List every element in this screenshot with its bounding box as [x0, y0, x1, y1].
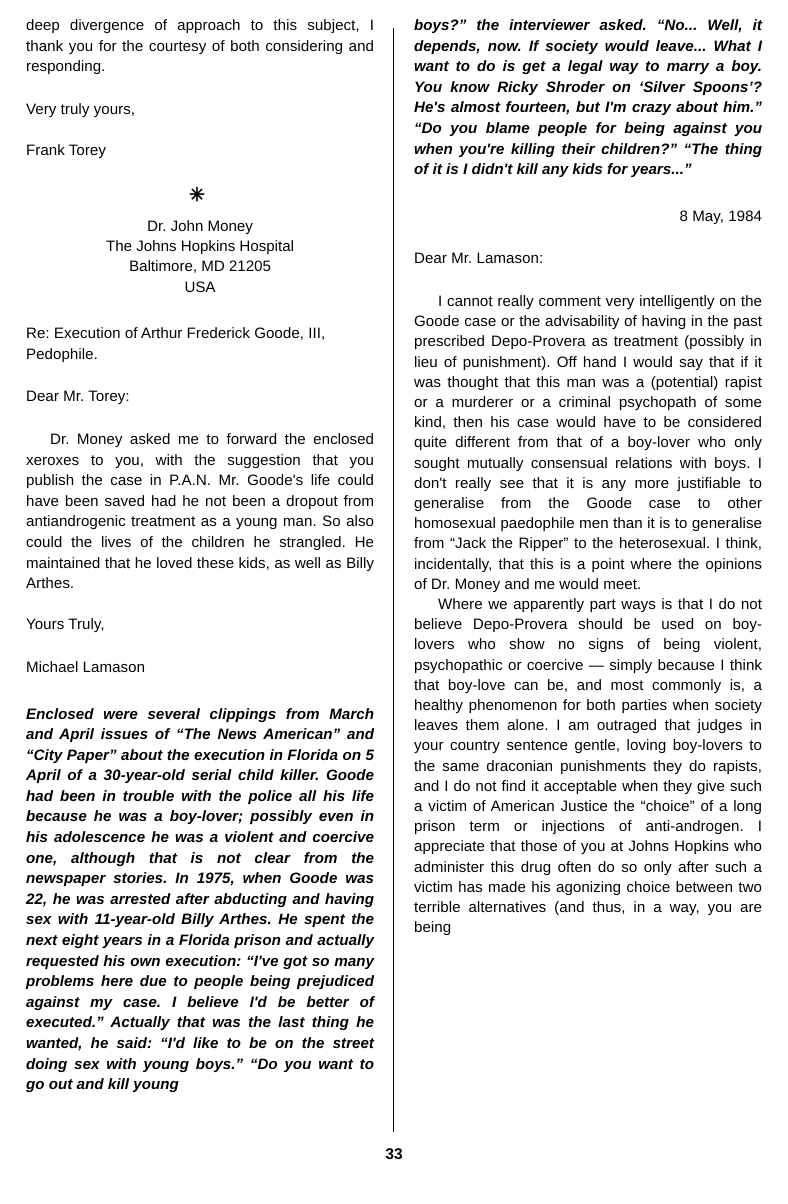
- letter-three-salutation: Dear Mr. Lamason:: [414, 250, 544, 268]
- address-line-country: USA: [184, 278, 216, 296]
- letter-three-date: 8 May, 1984: [679, 207, 762, 225]
- letter-one-signature: Frank Torey: [26, 141, 106, 159]
- letter-three-paragraph-2: Where we apparently part ways is that I do not believe Depo-Provera should be used on boy-lovers who show no signs of being violent, psychopathic or coercive — simply because I think that boy-love can be, and most commonly is, a healthy phenomenon for both parties when society leaves them alone. I am outraged that judges in your country sentence gentle, loving boy-lovers to the same draconian punishments they do rapists, and I do not find it acceptable when they give such a victim of American Justice the “choice” of a long prison term or injections of anti-androgen. I appreciate that those of you at Johns Hopkins who administer this drug often do so only after such a victim has made his agonizing choice between two terrible alternatives (and thus, in a way, you are being: [414, 595, 762, 937]
- left-column: [26, 16, 374, 1096]
- asterisk-ornament-icon: ✳: [189, 184, 205, 206]
- letter-three-paragraph-1: I cannot really comment very intelligently on the Goode case or the advisability of having in the past prescribed Depo-Provera as treatment (possibly in lieu of punishment). Off hand I would say that if it was thought that this man was a (potential) rapist or a murderer or a criminal psychopath of some kind, then his case would have to be considered quite different from that of a boy-lover who only sought mutually consensual relations with boys. I don't really see that it is any more justifiable to generalise from the Goode case to other homosexual paedophile men than it is to generalise from “Jack the Ripper” to the heterosexual. I think, incidentally, that this is a point where the opinions of Dr. Money and me would meet.: [414, 292, 762, 593]
- letter-two-body: Dr. Money asked me to forward the enclosed xeroxes to you, with the suggestion that you publish the case in P.A.N. Mr. Goode's life could have been saved had he not been a dropout from antiandrogenic treatment as a young man. So also could the lives of the children he strangled. He maintained that he loved these kids, as well as Billy Arthes.: [26, 430, 374, 593]
- editorial-note-paragraph: Enclosed were several clippings from March and April issues of “The News American” and “City Paper” about the execution in Florida on 5 April of a 30-year-old serial child killer. Goode had been in trouble with the police all his life because he was a boy-lover; possibly even in his adolescence he was a violent and coercive one, although that is not clear from the newspaper stories. In 1975, when Goode was 22, he was arrested after abducting and having sex with 11-year-old Billy Arthes. He spent the next eight years in a Florida prison and actually requested his own execution: “I've got so many problems here due to people being prejudiced against my case. I believe I'd be better of executed.” Actually that was the last thing he wanted, he said: “I'd like to be on the street doing sex with young boys.” “Do you want to go out and kill young: [26, 705, 374, 1094]
- letter-two-salutation: Dear Mr. Torey:: [26, 388, 130, 406]
- letter-one-valediction: Very truly yours,: [26, 100, 136, 118]
- letter-two-valediction: Yours Truly,: [26, 616, 105, 634]
- letter-two-signature: Michael Lamason: [26, 658, 146, 676]
- address-line-institution: The Johns Hopkins Hospital: [106, 237, 294, 255]
- letter-two-subject-line: Re: Execution of Arthur Frederick Goode, III, Pedophile.: [26, 325, 326, 363]
- address-line-recipient: Dr. John Money: [147, 217, 253, 235]
- letter-one-body-tail: deep divergence of approach to this subject, I thank you for the courtesy of both considering and responding.: [26, 17, 374, 76]
- address-line-city: Baltimore, MD 21205: [129, 258, 271, 276]
- editorial-note-continuation: boys?” the interviewer asked. “No... Well, it depends, now. If society would leave... What I want to do is get a legal way to marry a boy. You know Ricky Shroder on ‘Silver Spoons’? He's almost fourteen, but I'm crazy about him.” “Do you blame people for being against you when you're killing their children?” “The thing of it is I didn't kill any kids for years...”: [414, 17, 762, 179]
- address-block: [26, 217, 374, 299]
- right-column: [414, 16, 762, 938]
- page-number: 33: [385, 1146, 403, 1163]
